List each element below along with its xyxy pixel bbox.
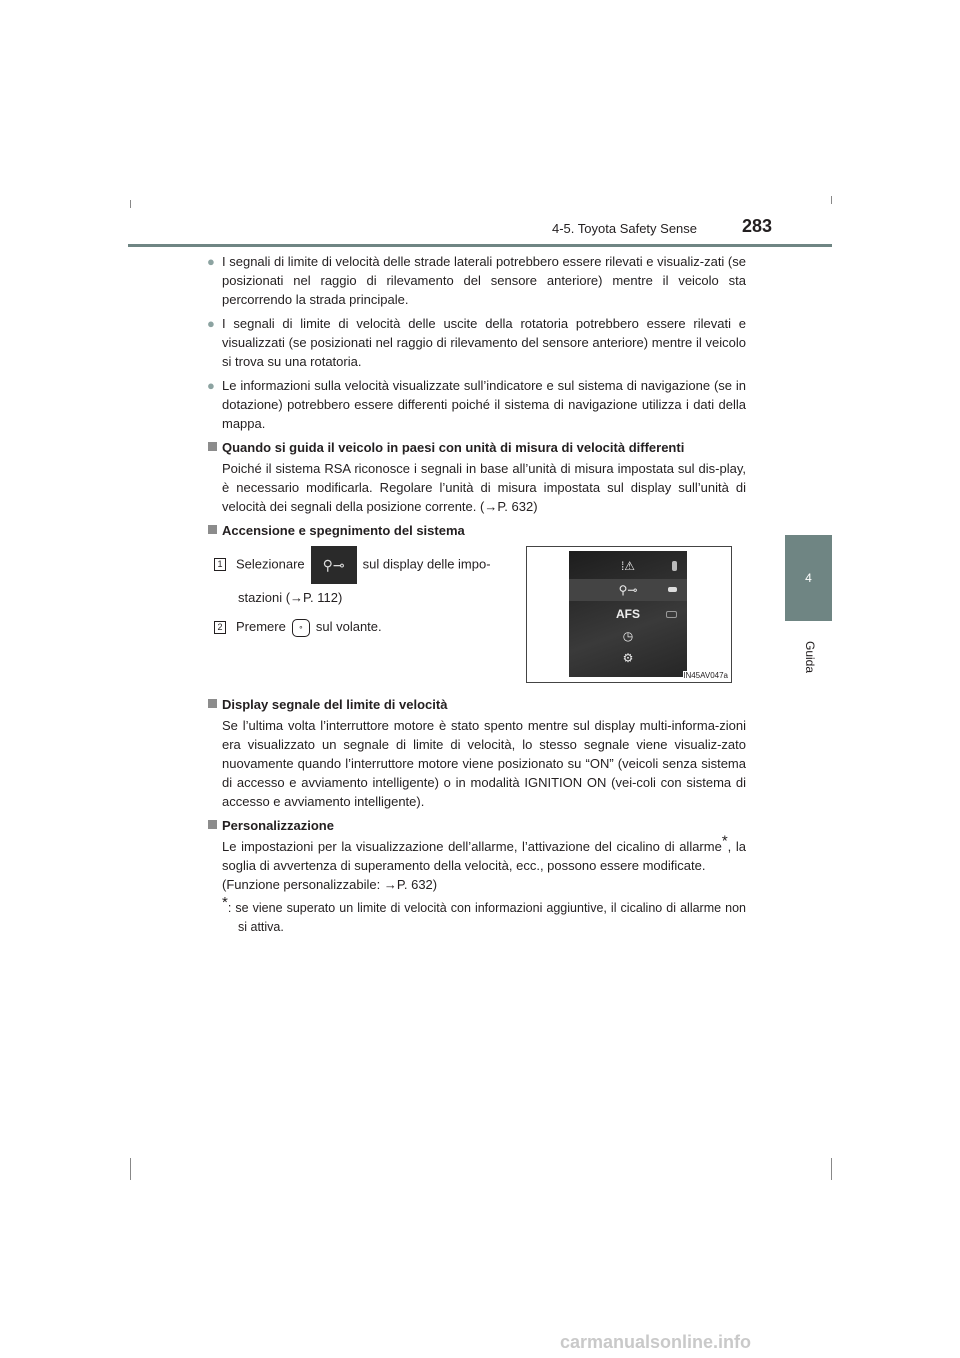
units-body: Poiché il sistema RSA riconosce i segnali in base all’unità di misura impostata sul dis-play, è necessario modificarla. Regolare l’unità di misura impostata sul display sull’unità di velocità dei segnali della posizione corrente. (→P. 632) bbox=[222, 461, 746, 514]
clock-icon: ◷ bbox=[622, 629, 634, 643]
chapter-number: 4 bbox=[805, 571, 812, 585]
steps bbox=[214, 546, 504, 683]
step-text: Premere bbox=[236, 619, 286, 634]
bullet-text: Le informazioni sulla velocità visualizzate sull’indicatore e sul sistema di navigazione (se in dotazione) potrebbero essere differenti poiché il sistema di navigazione utilizza i dati della mappa. bbox=[222, 378, 746, 431]
heading-text: Display segnale del limite di velocità bbox=[222, 697, 448, 712]
bullet-icon: ● bbox=[207, 254, 215, 269]
footnote bbox=[222, 893, 746, 937]
illustration-code: IN45AV047a bbox=[683, 671, 728, 680]
step-number: 2 bbox=[214, 621, 226, 634]
crop-mark bbox=[130, 1158, 131, 1180]
section-title: 4-5. Toyota Safety Sense bbox=[552, 221, 698, 236]
header-rule bbox=[128, 244, 832, 247]
heading-units bbox=[222, 438, 746, 457]
body-column bbox=[207, 252, 747, 942]
footnote-text: : se viene superato un limite di velocità con informazioni aggiuntive, il cicalino di allarme non si attiva. bbox=[227, 901, 746, 934]
square-bullet-icon bbox=[208, 525, 217, 534]
heading-text: Accensione e spegnimento del sistema bbox=[222, 523, 465, 538]
footnote-mark: * bbox=[222, 893, 228, 911]
step-text: sul display delle impo- bbox=[362, 556, 491, 572]
bullet-item bbox=[207, 252, 746, 309]
onoff-block bbox=[214, 546, 732, 683]
menu-afs bbox=[569, 603, 687, 625]
multi-info-display bbox=[569, 551, 687, 677]
afs-label: AFS bbox=[616, 607, 640, 621]
menu-rsa-icon: ⚲⊸ bbox=[569, 579, 687, 601]
bullet-item bbox=[207, 314, 746, 371]
step-text: Selezionare bbox=[236, 556, 305, 572]
heading-text: Personalizzazione bbox=[222, 818, 334, 833]
menu-lda-icon: ⁞⚠ bbox=[569, 555, 687, 577]
square-bullet-icon bbox=[208, 442, 217, 451]
indicator-off bbox=[666, 611, 677, 618]
heading-display bbox=[222, 695, 746, 714]
chapter-label: Guida bbox=[803, 640, 817, 674]
bullet-item bbox=[207, 376, 746, 433]
rsa-sign-icon: ⚲⊸ bbox=[311, 546, 357, 584]
display-body: Se l’ultima volta l’interruttore motore è stato spento mentre sul display multi-informa-zioni era visualizzato un segnale di limite di velocità, lo stesso segnale viene visualiz-zato nuovamente quando l’interruttore motore viene posizionato su “ON” (veicoli senza sistema di accesso e avviamento intelligente) o in modalità IGNITION ON (vei-coli con sistema di accesso e avviamento intelligente). bbox=[222, 718, 746, 809]
body-text: , la soglia di avvertenza di superamento della velocità, ecc., possono essere modificate. bbox=[222, 839, 747, 873]
bullet-text: I segnali di limite di velocità delle strade laterali potrebbero essere rilevati e visualiz-zati (se posizionati nel raggio di rilevamento del sensore anteriore) mentre il veicolo sta percorrendo la strada principale. bbox=[222, 254, 746, 307]
square-bullet-icon bbox=[208, 699, 217, 708]
bullet-text: I segnali di limite di velocità delle uscite della rotatoria potrebbero essere rilevati e visualizzati (se posizionati nel raggio di rilevamento del sensore anteriore) mentre il veicolo si trova su una rotatoria. bbox=[222, 316, 746, 369]
crop-mark bbox=[831, 196, 832, 204]
body-text: Le impostazioni per la visualizzazione dell’allarme, l’attivazione del cicalino di allarme bbox=[222, 839, 722, 854]
footnote-mark: * bbox=[721, 832, 728, 850]
crop-mark bbox=[130, 200, 131, 208]
bullet-icon: ● bbox=[207, 316, 215, 331]
watermark: carmanualsonline.info bbox=[560, 1332, 752, 1352]
step-2 bbox=[214, 617, 504, 637]
chapter-tab bbox=[785, 535, 832, 621]
heading-onoff bbox=[222, 521, 746, 540]
step-number: 1 bbox=[214, 558, 226, 571]
square-bullet-icon bbox=[208, 820, 217, 829]
bullet-icon: ● bbox=[207, 378, 215, 393]
page-number: 283 bbox=[742, 216, 773, 236]
crop-mark bbox=[831, 1158, 832, 1180]
heading-text: Quando si guida il veicolo in paesi con unità di misura di velocità differenti bbox=[222, 440, 685, 455]
custom-body bbox=[222, 832, 747, 894]
indicator-on bbox=[668, 587, 677, 592]
steering-ok-button-icon: ∘ bbox=[292, 619, 310, 637]
settings-display-illustration bbox=[526, 546, 732, 683]
step-text: stazioni (→P. 112) bbox=[238, 590, 343, 605]
step-text: sul volante. bbox=[315, 619, 382, 634]
indicator bbox=[672, 561, 677, 571]
gear-icon: ⚙ bbox=[622, 651, 634, 665]
step-1 bbox=[214, 546, 504, 607]
cross-reference: (Funzione personalizzabile: →P. 632) bbox=[222, 877, 438, 892]
heading-custom bbox=[222, 816, 746, 835]
